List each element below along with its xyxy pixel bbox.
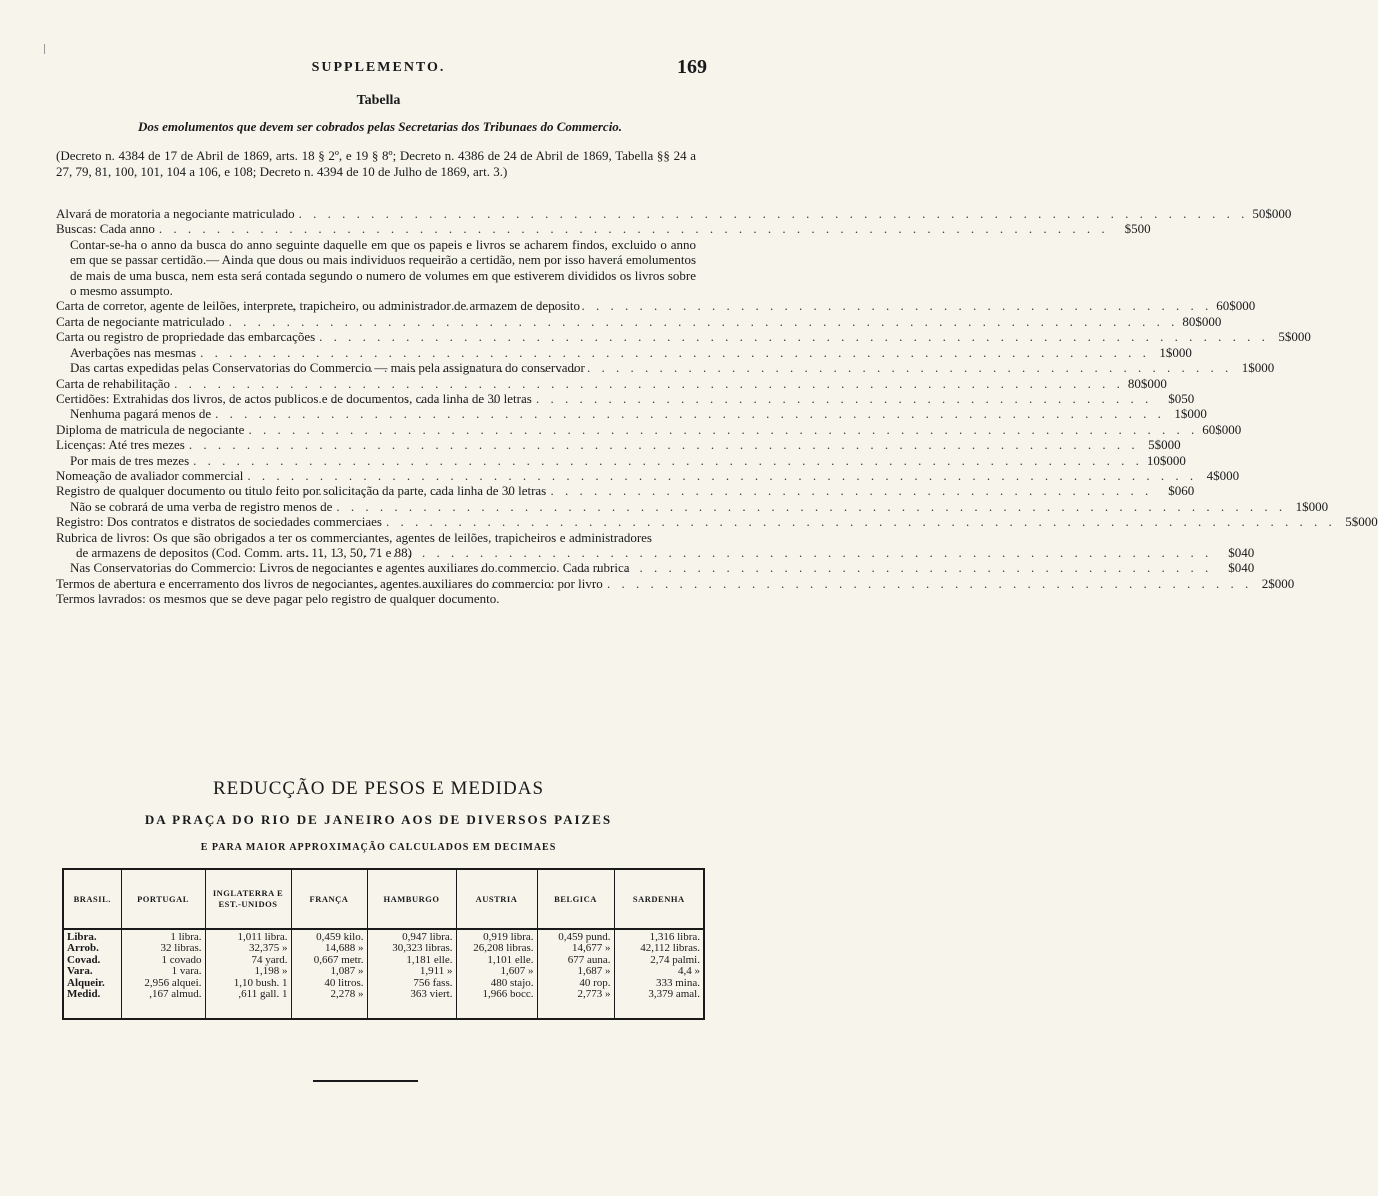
table-cell: 26,208 libras. [473,942,534,955]
table-cell: 74 yard. [251,953,288,966]
table-cell: 1,911 » [419,965,453,978]
table-cell: Arrob. [67,942,99,955]
fee-amount: 1$000 [1159,344,1192,360]
fee-text: Carta de corretor, agente de leilões, interprete, trapicheiro, ou administrador de armazem de deposito [56,298,580,314]
table-cell-stack [121,929,205,1018]
column-header: BRASIL. [64,870,121,929]
tabela-title: Tabella [356,93,401,108]
table-cell: 1,181 elle. [406,953,453,966]
table-cell: 2,74 palmi. [650,953,700,966]
table-cell: 1 vara. [171,965,202,978]
table-cell: 14,688 » [325,942,364,955]
table-cell: Alqueir. [67,976,105,989]
table-cell-stack [291,929,367,1018]
column-header: INGLATERRA E EST.-UNIDOS [205,870,291,929]
table-cell-stack [64,929,121,1018]
fee-amount: $050 [1168,390,1195,406]
table-cell: 1,607 » [500,965,534,978]
fee-amount: 1$000 [1295,498,1329,514]
column-header: FRANÇA [291,870,367,929]
fee-note: Contar-se-ha o anno da busca do anno seguinte daquelle em que os papeis e livros se acharem findos, excluido o anno em que se passar certidão.— Ainda que dous ou mais individuos requeirão a certidão, nem por isso haverá emolumentos de mais de uma busca, nem esta será contada segundo o numero de volumes em que estiverem divididos os livros sobre o mesmo assumpto. [70,236,696,299]
fee-amount: 5$000 [1148,437,1181,453]
fee-text: Termos de abertura e encerramento dos livros de negociantes, agentes auxiliares do commercio: por livro [56,575,603,591]
reducao-note: E PARA MAIOR APPROXIMAÇÃO CALCULADOS EM DECIMAES [200,842,557,853]
fee-amount: $500 [1124,221,1151,237]
fee-row [56,421,1242,437]
table-cell: 2,956 alquei. [144,976,202,989]
table-cell: 1,966 bocc. [482,988,534,1001]
fee-amount: 5$000 [1345,514,1378,530]
table-cell: 1 libra. [170,931,202,943]
fee-row [56,452,1186,468]
table-cell: 1,316 libra. [649,931,700,943]
table-cell: 4,4 » [678,965,700,978]
fee-text: Registro: Dos contratos e distratos de sociedades commerciaes [56,514,382,530]
fee-text: Carta ou registro de propriedade das embarcações [56,329,316,345]
table-cell: ,611 gall. 1 [238,988,288,1001]
table-cell-stack [537,929,614,1018]
fee-text: Rubrica de livros: Os que são obrigados a ter os commerciantes, agentes de leilões, trapicheiros e administradores de armazens de depositos (Cod. Comm. arts. 11, 13, 50, 71 e 88) [56,529,652,560]
fee-amount: 1$000 [1241,360,1275,376]
table-cell: 363 viert. [410,988,453,1001]
fee-text: Licenças: Até tres mezes [56,437,185,453]
fee-row [56,221,1151,237]
table-cell: 30,323 libras. [392,942,453,955]
table-cell: 32,375 » [249,942,288,955]
fee-row [56,467,1240,483]
column-header: SARDENHA [614,870,703,929]
fee-row [56,437,1181,453]
table-cell: 1,087 » [330,965,364,978]
fee-amount: 1$000 [1174,406,1207,422]
reducao-title: REDUCÇÃO DE PESOS E MEDIDAS [212,778,545,799]
reducao-subtitle: DA PRAÇA DO RIO DE JANEIRO AOS DE DIVERSOS PAIZES [144,812,613,827]
table-cell: 0,947 libra. [402,931,453,943]
fee-text: Nas Conservatorias do Commercio: Livros de negociantes e agentes auxiliares do commercio. Cada rubrica [70,560,630,576]
fee-text: Carta de negociante matriculado [56,313,225,329]
table-cell-stack [456,929,537,1018]
table-cell: 0,459 pund. [558,931,611,943]
table-cell: 14,677 » [572,942,611,955]
fee-row [56,375,1167,391]
fee-amount: $060 [1168,483,1195,499]
conversion-table [62,868,705,1020]
fee-row [56,313,1222,329]
page-number: 169 [677,56,707,78]
table-cell: 42,112 libras. [640,942,700,955]
table-header-row [64,870,703,929]
fee-amount: 80$000 [1127,375,1167,391]
decree-reference: (Decreto n. 4384 de 17 de Abril de 1869, arts. 18 § 2º, e 19 § 8º; Decreto n. 4386 de 24 de Abril de 1869, Tabella §§ 24 a 27, 79, 81, 100, 101, 104 a 106, e 108; Decreto n. 4394 de 10 de Julho de 1869, art. 3.) [56,148,696,179]
table-cell: Medid. [67,988,101,1001]
fee-list [56,206,1378,607]
table-cell: 0,459 kilo. [316,931,364,943]
table-cell: Vara. [67,965,93,978]
table-cell: 333 mina. [656,976,700,989]
fee-text: Diploma de matricula de negociante [56,421,245,437]
table-cell: 40 litros. [324,976,364,989]
table-cell: 1,10 bush. 1 [233,976,288,989]
fee-amount: 10$000 [1146,452,1186,468]
table-cell: ,167 almud. [149,988,202,1001]
fee-text: Termos lavrados: os mesmos que se deve pagar pelo registro de qualquer documento. [56,591,500,607]
table-cell: Libra. [67,931,97,943]
table-body-row [64,929,703,1018]
fee-amount: $040 [1228,560,1255,576]
table-cell: 756 fass. [413,976,453,989]
table-cell-stack [367,929,456,1018]
fee-text: Buscas: Cada anno [56,221,155,237]
fee-amount: 2$000 [1261,575,1295,591]
table-cell: 2,278 » [330,988,364,1001]
fee-row [56,329,1311,345]
conversion-table-grid [64,870,703,1018]
fee-text: Registro de qualquer documento ou titulo feito por solicitação da parte, cada linha de 30 letras [56,483,547,499]
fee-text: Nenhuma pagará menos de [70,406,212,422]
fee-text: Não se cobrará de uma verba de registro menos de [70,498,333,514]
table-cell: 1 covado [161,953,202,966]
fee-text: Alvará de moratoria a negociante matriculado [56,206,295,221]
fee-amount: 50$000 [1252,206,1292,221]
table-cell: 677 auna. [567,953,611,966]
fee-row [56,406,1207,422]
table-cell: 480 stajo. [490,976,534,989]
margin-mark [44,44,45,54]
fee-amount: 60$000 [1202,421,1242,437]
fee-text: Carta de rehabilitação [56,375,171,391]
table-cell: 2,773 » [577,988,611,1001]
column-header: AUSTRIA [456,870,537,929]
fee-text: Averbações nas mesmas [70,344,197,360]
tabela-subtitle: Dos emolumentos que devem ser cobrados pelas Secretarias dos Tribunaes do Commercio. [137,119,623,134]
fee-amount: 5$000 [1278,329,1311,345]
fee-amount: 60$000 [1216,298,1256,314]
fee-row [56,206,1292,221]
fee-text: Por mais de tres mezes [70,452,190,468]
table-cell-stack [614,929,703,1018]
table-cell: 40 rop. [579,976,611,989]
table-cell: 0,667 metr. [313,953,364,966]
end-rule [313,1080,418,1082]
fee-text: Das cartas expedidas pelas Conservatorias do Commercio — mais pela assignatura do conservador [70,360,585,376]
table-cell-stack [205,929,291,1018]
fee-amount: 80$000 [1182,313,1222,329]
fee-amount: 4$000 [1206,467,1240,483]
table-cell: 0,919 libra. [483,931,534,943]
table-cell: 3,379 amal. [648,988,700,1001]
fee-row [56,514,1378,530]
table-cell: 32 libras. [160,942,202,955]
table-cell: 1,687 » [577,965,611,978]
fee-row [56,344,1192,360]
fee-text: Nomeação de avaliador commercial [56,467,244,483]
fee-amount: $040 [1228,545,1255,561]
table-cell: Covad. [67,953,101,966]
fee-row [56,498,1329,514]
fee-text: Certidões: Extrahidas dos livros, de actos publicos e de documentos, cada linha de 30 letras [56,390,532,406]
table-cell: 1,011 libra. [237,931,288,943]
column-header: BELGICA [537,870,614,929]
running-title: SUPPLEMENTO. [311,60,446,75]
table-cell: 1,101 elle. [487,953,534,966]
column-header: PORTUGAL [121,870,205,929]
column-header: HAMBURGO [367,870,456,929]
table-cell: 1,198 » [254,965,288,978]
